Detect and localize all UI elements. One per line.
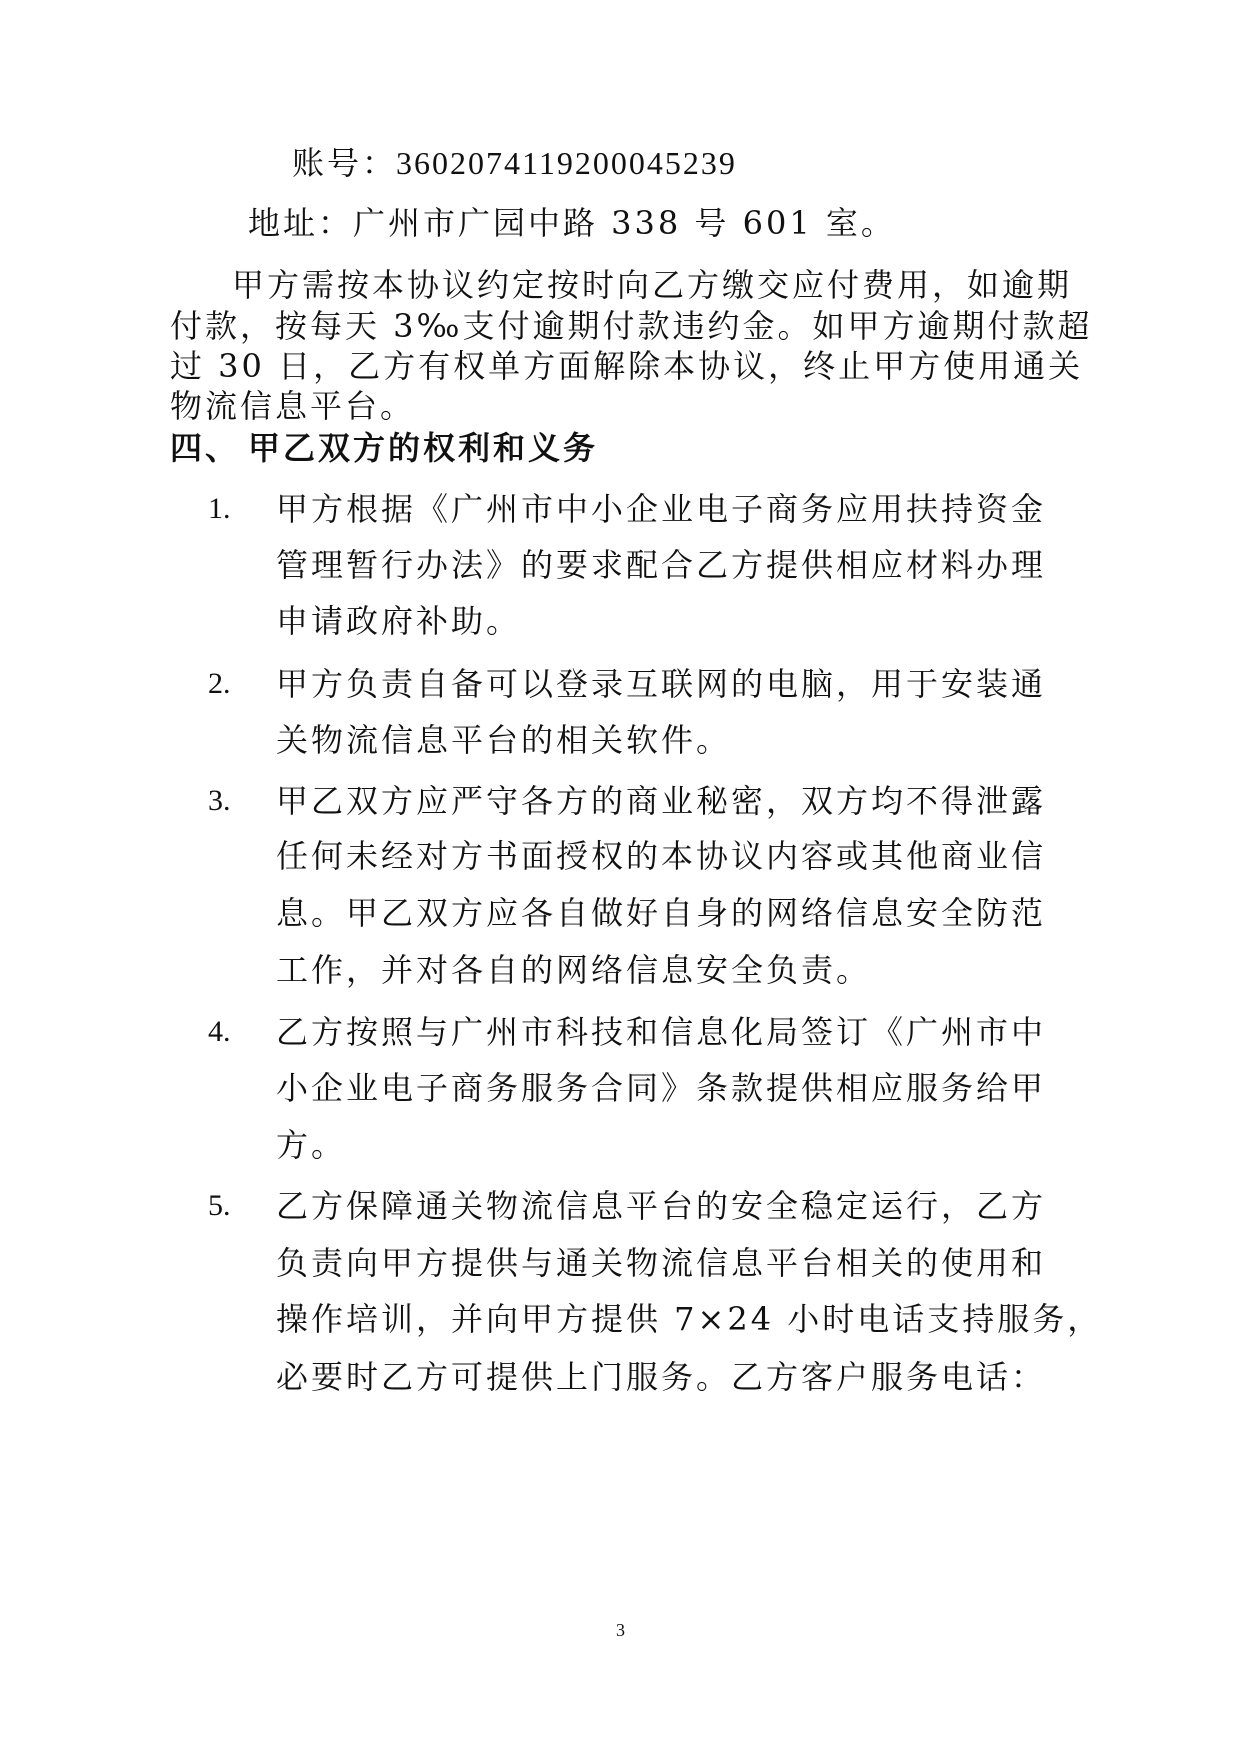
- section-heading-number: 四、: [170, 429, 241, 467]
- item-5-line-2: 负责向甲方提供与通关物流信息平台相关的使用和: [276, 1244, 1047, 1282]
- item-4-line-3: 方。: [276, 1126, 347, 1164]
- item-2-line-1: 甲方负责自备可以登录互联网的电脑，用于安装通: [276, 665, 1047, 703]
- item-3-line-4: 工作，并对各自的网络信息安全负责。: [276, 951, 872, 989]
- item-3-line-2: 任何未经对方书面授权的本协议内容或其他商业信: [276, 837, 1047, 875]
- account-label: 账号：: [292, 144, 398, 182]
- item-5-line-3: 操作培训，并向甲方提供 7×24 小时电话支持服务，: [276, 1300, 1103, 1338]
- address-line: 地址：广州市广园中路 338 号 601 室。: [248, 204, 896, 242]
- page-number: 3: [616, 1620, 625, 1640]
- item-1-number: 1.: [208, 492, 231, 525]
- item-5-line-4: 必要时乙方可提供上门服务。乙方客户服务电话：: [276, 1358, 1047, 1396]
- section-heading-title: 甲乙双方的权利和义务: [248, 429, 599, 467]
- item-4-line-1: 乙方按照与广州市科技和信息化局签订《广州市中: [276, 1013, 1047, 1051]
- payment-paragraph-line-3: 过 30 日，乙方有权单方面解除本协议，终止甲方使用通关: [170, 347, 1084, 385]
- item-1-line-2: 管理暂行办法》的要求配合乙方提供相应材料办理: [276, 546, 1047, 584]
- item-1-line-1: 甲方根据《广州市中小企业电子商务应用扶持资金: [276, 490, 1047, 528]
- item-2-number: 2.: [208, 667, 231, 700]
- item-2-line-2: 关物流信息平台的相关软件。: [276, 721, 732, 759]
- item-5-number: 5.: [208, 1189, 231, 1222]
- account-number: 3602074119200045239: [396, 145, 737, 181]
- item-3-line-3: 息。甲乙双方应各自做好自身的网络信息安全防范: [276, 894, 1047, 932]
- item-3-line-1: 甲乙双方应严守各方的商业秘密，双方均不得泄露: [276, 782, 1047, 820]
- item-3-number: 3.: [208, 784, 231, 817]
- item-4-number: 4.: [208, 1015, 231, 1048]
- item-5-line-1: 乙方保障通关物流信息平台的安全稳定运行，乙方: [276, 1187, 1047, 1225]
- payment-paragraph-line-4: 物流信息平台。: [170, 387, 416, 425]
- item-4-line-2: 小企业电子商务服务合同》条款提供相应服务给甲: [276, 1069, 1047, 1107]
- payment-paragraph-line-1: 甲方需按本协议约定按时向乙方缴交应付费用，如逾期: [232, 266, 1073, 304]
- payment-paragraph-line-2: 付款，按每天 3‰支付逾期付款违约金。如甲方逾期付款超: [170, 307, 1093, 345]
- item-1-line-3: 申请政府补助。: [276, 602, 522, 640]
